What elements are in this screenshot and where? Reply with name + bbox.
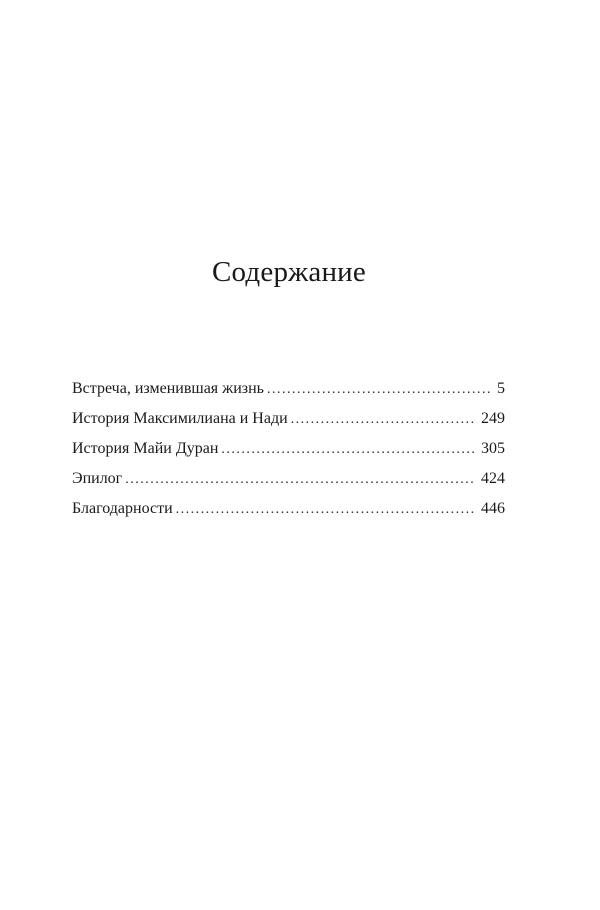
toc-dot-leader [125,465,476,495]
toc-entry-label: Благодарности [72,500,173,517]
toc-entry-page-number: 424 [481,470,505,487]
toc-entry-page-number: 305 [481,440,505,457]
toc-entry-page-number: 249 [481,410,505,427]
toc-entry [72,494,505,524]
toc-entry-label: Эпилог [72,470,123,487]
toc-dot-leader [291,405,476,435]
toc-entry-label: Встреча, изменившая жизнь [72,380,264,397]
toc-entry-page-number: 446 [481,500,505,517]
toc-entry [72,434,505,464]
toc-dot-leader [176,495,476,525]
toc-entry-page-number: 5 [497,380,505,397]
toc-dot-leader [221,435,476,465]
toc-entry [72,374,505,404]
toc-dot-leader [267,375,492,405]
toc-title: Содержание [212,256,366,288]
toc-entry-label: История Майи Дуран [72,440,219,457]
toc-entry [72,464,505,494]
toc-entry [72,404,505,434]
toc-entry-label: История Максимилиана и Нади [72,410,288,427]
table-of-contents [72,374,505,524]
